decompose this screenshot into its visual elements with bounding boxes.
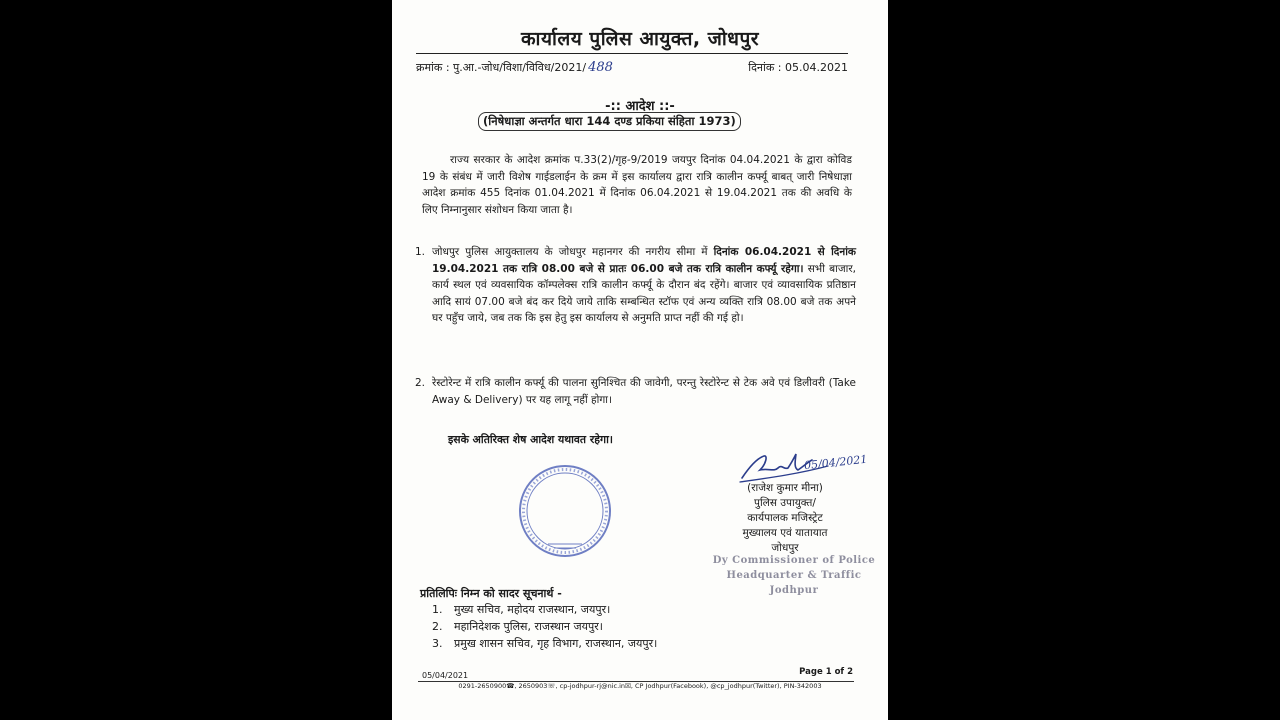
copy-to-item-text: महानिदेशक पुलिस, राजस्थान जयपुर।: [454, 620, 603, 633]
date-line: दिनांक : 05.04.2021: [748, 61, 848, 74]
copy-to-item: [432, 619, 603, 634]
copy-to-item-text: प्रमुख शासन सचिव, गृह विभाग, राजस्थान, जयपुर।: [454, 637, 658, 650]
order-subtitle: (निषेधाज्ञा अन्तर्गत धारा 144 दण्ड प्रकिया संहिता 1973): [478, 112, 741, 131]
order-item-2: [415, 375, 856, 408]
official-stamp-line: Jodhpur: [769, 585, 819, 596]
official-stamp-line: Headquarter & Traffic: [726, 570, 862, 581]
order-heading: -:: आदेश ::-: [605, 99, 675, 114]
signature-date: 05/04/2021: [803, 452, 868, 473]
order-item-number: 2.: [415, 377, 426, 389]
header-rule: [416, 53, 848, 54]
order-item-text-lead: जोधपुर पुलिस आयुक्तालय के जोधपुर महानगर की नगरीय सीमा में: [432, 246, 714, 258]
order-item-text-bold: दिनांक 06.04.2021 से दिनांक 19.04.2021 तक रात्रि 08.00 बजे से प्रातः 06.00 बजे तक रात्रि कालीन कर्फ्यू रहेगा।: [432, 246, 856, 275]
signer-designation-line: पुलिस उपायुक्त/: [754, 497, 816, 509]
copy-to-item-number: 1.: [432, 603, 443, 616]
reference-handwritten-number: 488: [588, 60, 613, 75]
footer-date: 05/04/2021: [422, 671, 469, 680]
order-item-number: 1.: [415, 246, 426, 258]
reference-label: क्रमांक: [416, 61, 443, 74]
order-item-text: रेस्टोरेन्ट में रात्रि कालीन कर्फ्यू की पालना सुनिश्चित की जावेगी, परन्तु रेस्टोरेन्ट से टेक अवे एवं डिलीवरी (Take Away & Delivery) पर यह लागू नहीं होगा।: [432, 377, 856, 406]
order-item-1: [415, 244, 857, 327]
closing-line: इसके अतिरिक्त शेष आदेश यथावत रहेगा।: [448, 433, 613, 446]
signer-designation-line: मुख्यालय एवं यातायात: [742, 527, 828, 539]
footer-contact: 0291-2650900☎, 2650903☏, cp-jodhpur-rj@nic.in☒, CP Jodhpur(Facebook), @cp_jodhpur(Twitter), PIN-342003: [458, 682, 822, 690]
date-value: 05.04.2021: [785, 61, 848, 74]
office-title: कार्यालय पुलिस आयुक्त, जोधपुर: [520, 28, 760, 50]
footer-page-number: Page 1 of 2: [799, 667, 853, 677]
copy-to-item-number: 2.: [432, 620, 443, 633]
order-item-text-rest: सभी बाजार, कार्य स्थल एवं व्यवसायिक कॉम्पलेक्स रात्रि कालीन कर्फ्यू के दौरान बंद रहेंगे। बाजार एवं व्यावसायिक प्रतिष्ठान आदि सायं 07.00 बजे बंद कर दिये जाये ताकि सम्बन्धित स्टॉफ एवं अन्य व्यक्ति रात्रि 08.00 बजे तक अपने घर पहुँच जाये, जब तक कि इस हेतु इस कार्यालय से अनुमति प्राप्त नहीं की गई हो।: [432, 262, 857, 325]
signer-name: (राजेश कुमार मीना): [747, 482, 823, 494]
signer-designation-line: जोधपुर: [771, 542, 799, 554]
date-label: दिनांक: [748, 61, 775, 74]
reference-number: पु.आ.-जोध/विशा/विविध/2021/: [453, 61, 587, 74]
copy-to-heading: प्रतिलिपिः निम्न को सादर सूचनार्थ -: [420, 587, 562, 600]
copy-to-item-number: 3.: [432, 637, 443, 650]
intro-paragraph: राज्य सरकार के आदेश क्रमांक प.33(2)/गृह-9/2019 जयपुर दिनांक 04.04.2021 के द्वारा कोविड 19 के संबंध में जारी विशेष गाईडलाईन के क्रम में इस कार्यालय द्वारा रात्रि कालीन कर्फ्यू बाबत् जारी निषेधाज्ञा आदेश क्रमांक 455 दिनांक 01.04.2021 में दिनांक 06.04.2021 से 19.04.2021 तक की अवधि के लिए निम्नानुसार संशोधन किया जाता है।: [422, 154, 852, 216]
document-page: [392, 0, 888, 720]
copy-to-item: [432, 636, 657, 651]
copy-to-item: [432, 602, 610, 617]
copy-to-item-text: मुख्य सचिव, महोदय राजस्थान, जयपुर।: [454, 603, 611, 616]
reference-line: क्रमांक : पु.आ.-जोध/विशा/विविध/2021/ 488: [416, 60, 613, 75]
signer-designation-line: कार्यपालक मजिस्ट्रेट: [747, 512, 823, 524]
official-stamp-line: Dy Commissioner of Police: [712, 555, 876, 566]
office-seal-icon: [518, 464, 612, 558]
